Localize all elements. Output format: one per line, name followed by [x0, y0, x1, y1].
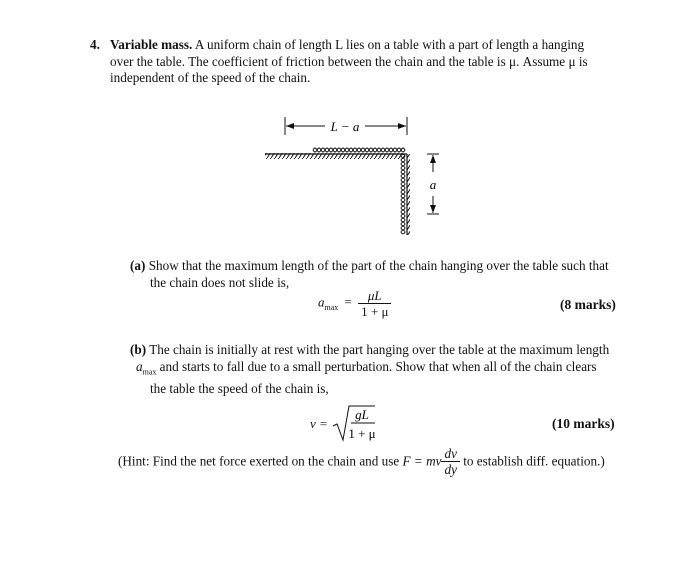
- question-intro: [110, 37, 622, 87]
- part-a-line2: the chain does not slide is,: [150, 274, 290, 290]
- part-a-marks: (8 marks): [560, 297, 616, 312]
- hint-denominator: dy: [444, 462, 457, 477]
- part-a-label: (a): [130, 258, 146, 273]
- part-b-line1: The chain is initially at rest with the part hanging over the table at the maximum length: [149, 342, 610, 357]
- hint-text: [118, 446, 605, 477]
- hint-prefix: (Hint: Find the net force exerted on the chain and use: [118, 453, 403, 469]
- v-denominator: 1 + μ: [348, 426, 376, 441]
- equals-sign: =: [344, 294, 352, 310]
- question-title: Variable mass.: [110, 37, 193, 52]
- question-number: 4.: [90, 37, 100, 52]
- sqrt-symbol: [331, 404, 375, 444]
- part-a-equation: [318, 288, 391, 319]
- part-b-marks: (10 marks): [552, 416, 615, 431]
- hint-numerator: dv: [441, 446, 459, 462]
- part-a-text: [130, 258, 620, 291]
- part-b-line2: $a_{max}$ and starts to fall due to a small perturbation. Show that when all of the chain clears: [136, 358, 597, 377]
- a-max-denominator: 1 + μ: [361, 304, 389, 319]
- a-max-symbol: a: [318, 294, 325, 310]
- part-b-line3: the table the speed of the chain is,: [150, 380, 329, 396]
- chain-hanging: [401, 154, 405, 234]
- label-a: a: [429, 177, 437, 192]
- label-l-minus-a: L − a: [330, 119, 360, 134]
- question-intro-line2: over the table. The coefficient of friction between the chain and the table is μ. Assume μ is: [110, 53, 588, 69]
- a-max-numerator: μL: [358, 288, 391, 304]
- part-a-line1: Show that the maximum length of the part of the chain hanging over the table such that: [148, 258, 609, 273]
- part-b-label: (b): [130, 342, 147, 357]
- part-b-equation: [310, 404, 375, 444]
- chain-diagram: [255, 110, 455, 240]
- question-intro-line1: A uniform chain of length L lies on a table with a part of length a hanging: [194, 37, 585, 52]
- hint-eq-lhs: F = mv: [402, 453, 442, 469]
- hint-suffix: to establish diff. equation.): [459, 453, 605, 469]
- chain-horizontal: [313, 148, 405, 152]
- part-b-text: [130, 342, 620, 397]
- v-equals: v =: [310, 416, 328, 431]
- question-intro-line3: independent of the speed of the chain.: [110, 70, 311, 85]
- a-max-subscript: max: [324, 303, 339, 313]
- v-numerator: gL: [355, 407, 369, 422]
